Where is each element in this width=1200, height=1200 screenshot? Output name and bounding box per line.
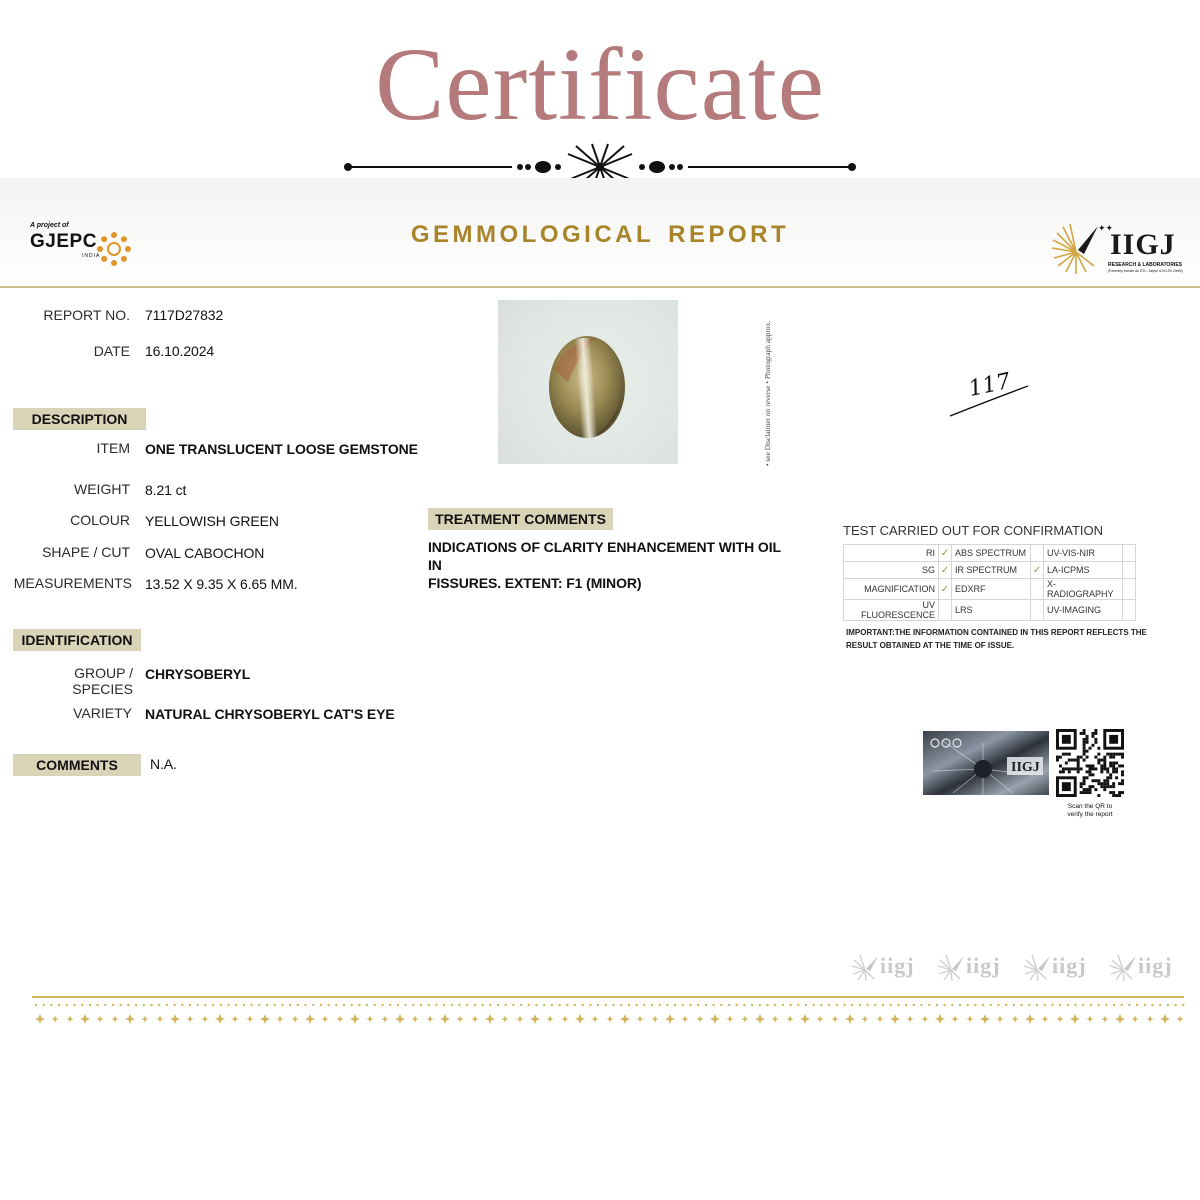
watermark-sunburst-icon [850,952,880,982]
gjepc-subtitle: A project of [30,222,69,229]
tests-check: ✓ [1031,562,1044,579]
handwritten-note [940,362,1040,422]
iigj-sunburst-icon [1048,218,1114,278]
tests-row-0-b: ABS SPECTRUM [952,545,1031,562]
iigj-name: IIGJ [1110,228,1176,261]
watermark-sunburst-icon [1108,952,1138,982]
treatment-heading: TREATMENT COMMENTS [428,508,613,530]
comments-heading: COMMENTS [13,754,141,776]
iigj-fineprint: (Formerly known as GTL, Jaipur & IIG-RL Delhi) [1108,269,1183,273]
report-title [0,221,1200,249]
watermark-sunburst-icon [936,952,966,982]
tests-row-2-c: X-RADIOGRAPHY [1044,579,1123,600]
qr-caption-line-2: verify the report [1067,811,1113,818]
tests-check: ✓ [939,579,952,600]
tests-row [844,562,1136,579]
shape-label: SHAPE / CUT [42,544,130,560]
report-number: 7117D27832 [145,307,224,323]
report-title-word2: REPORT [668,221,790,248]
gjepc-logo [30,222,140,272]
treatment-text [428,538,788,592]
description-heading: DESCRIPTION [13,408,146,430]
important-text: THE INFORMATION CONTAINED IN THIS REPORT REFLECTS THE RESULT OBTAINED AT THE TIME OF ISSUE. [846,628,1147,650]
important-notice [846,626,1166,652]
gjepc-wheel-icon [96,231,132,267]
colour-value: YELLOWISH GREEN [145,513,279,529]
tests-row-1-c: LA-ICPMS [1044,562,1123,579]
watermark-text: iigj [1138,953,1173,978]
treatment-line-1: INDICATIONS OF CLARITY ENHANCEMENT WITH OIL IN [428,539,781,573]
tests-row-0-a: RI [844,545,939,562]
handwritten-number: 117 [966,368,1013,403]
tests-row-1-b: IR SPECTRUM [952,562,1031,579]
watermark-logo-4 [1108,952,1186,982]
watermark-logo-2 [936,952,1014,982]
svg-text:✦✦: ✦✦ [1098,224,1114,234]
item-label: ITEM [96,440,130,456]
important-label: IMPORTANT: [846,628,895,637]
shape-value: OVAL CABOCHON [145,545,265,561]
watermark-logo-1 [850,952,928,982]
cats-eye-gem-icon [498,300,678,464]
tests-row-2-b: EDXRF [952,579,1031,600]
tests-title: TEST CARRIED OUT FOR CONFIRMATION [843,523,1104,538]
tests-row-0-c: UV-VIS-NIR [1044,545,1123,562]
comments-value: N.A. [150,756,177,772]
measurements-label: MEASUREMENTS [13,575,132,591]
item-value: ONE TRANSLUCENT LOOSE GEMSTONE [145,441,418,457]
tests-check [1123,579,1136,600]
gemstone-photo [498,300,678,464]
certificate-title: Certificate [375,27,825,142]
qr-caption-line-1: Scan the QR to [1067,803,1113,810]
tests-row-3-c: UV-IMAGING [1044,600,1123,621]
tests-check [1123,600,1136,621]
header-rule [0,286,1200,288]
tests-row [844,579,1136,600]
watermark-sunburst-icon [1022,952,1052,982]
hologram-icon [923,731,1049,795]
tests-row-3-b: LRS [952,600,1031,621]
weight-label: WEIGHT [74,481,130,497]
treatment-line-2: FISSURES. EXTENT: F1 (MINOR) [428,575,642,591]
tests-row [844,545,1136,562]
report-number-label: REPORT NO. [43,307,130,323]
qr-code-icon [1056,729,1124,797]
identification-heading: IDENTIFICATION [13,629,141,651]
measurements-value: 13.52 X 9.35 X 6.65 MM. [145,576,298,592]
tests-row-3-a: UV FLUORESCENCE [844,600,939,621]
tests-table [843,544,1136,621]
report-title-word1: GEMMOLOGICAL [410,221,655,248]
group-value: CHRYSOBERYL [145,666,251,682]
tests-row-1-a: SG [844,562,939,579]
gjepc-country: INDIA [82,253,101,259]
qr-caption [1056,803,1124,819]
tests-check [1031,579,1044,600]
variety-label: VARIETY [73,705,132,721]
tests-check [1123,562,1136,579]
weight-value: 8.21 ct [145,482,187,498]
watermark-text: iigj [1052,953,1087,978]
photo-disclaimer-text: • see Disclaimer on reverse • Photograph approx. [763,320,772,466]
watermark-text: iigj [880,953,915,978]
tests-row-2-a: MAGNIFICATION [844,579,939,600]
tests-row [844,600,1136,621]
variety-value: NATURAL CHRYSOBERYL CAT'S EYE [145,706,395,722]
gjepc-name: GJEPC [30,231,97,252]
hologram-label: IIGJ [1011,760,1040,775]
date-label: DATE [93,343,130,359]
report-date: 16.10.2024 [145,343,215,359]
iigj-subtitle: RESEARCH & LABORATORIES [1108,262,1182,268]
iigj-logo [1048,218,1188,278]
colour-label: COLOUR [70,512,130,528]
watermark-logo-3 [1022,952,1100,982]
tests-check [1123,545,1136,562]
photo-disclaimer [752,300,782,470]
tests-check [1031,545,1044,562]
tests-check [1031,600,1044,621]
watermark-text: iigj [966,953,1001,978]
hologram-seal [923,731,1049,795]
tests-check [939,600,952,621]
tests-check: ✓ [939,545,952,562]
gold-star-border [32,998,1184,1030]
tests-check: ✓ [939,562,952,579]
group-label: GROUP / SPECIES [72,665,133,697]
